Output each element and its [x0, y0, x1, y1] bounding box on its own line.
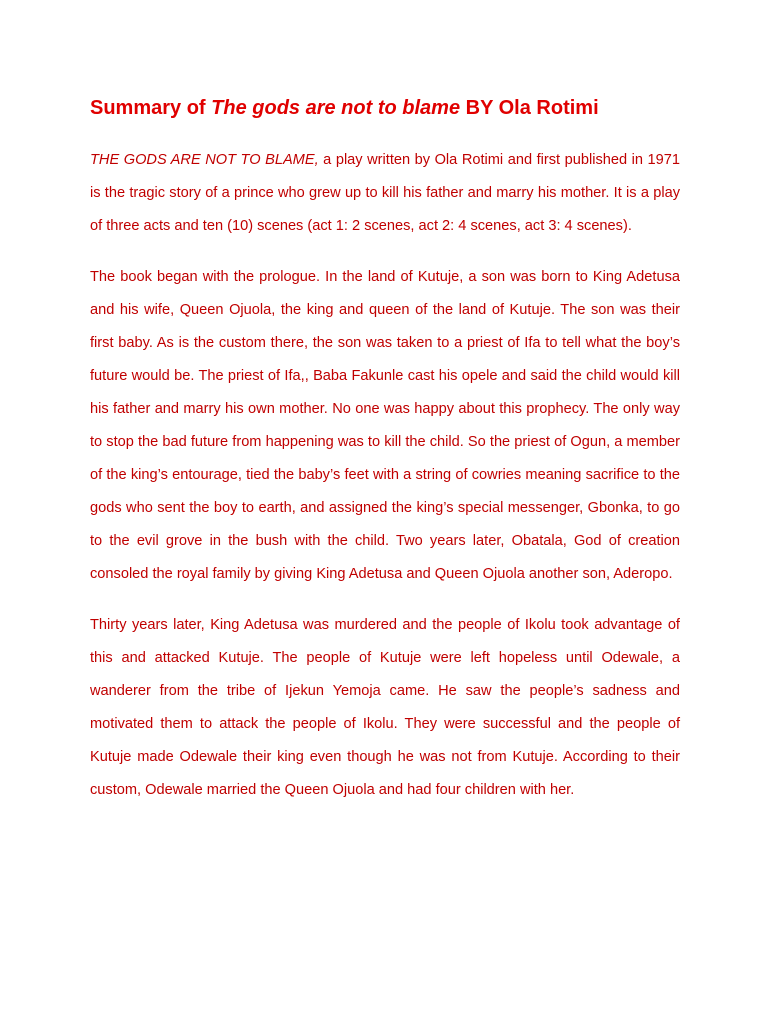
- paragraph-prologue-text: The book began with the prologue. In the land of Kutuje, a son was born to King Adetusa and his wife, Queen Ojuola, the king and queen of the land of Kutuje. The son was their first baby. As is the custom there, the son was taken to a priest of Ifa to tell what the boy’s future would be. The priest of Ifa,, Baba Fakunle cast his opele and said the child would kill his father and marry his own mother. No one was happy about this prophecy. The only way to stop the bad future from happening was to kill the child. So the priest of Ogun, a member of the king’s entourage, tied the baby’s feet with a string of cowries meaning sacrifice to the gods who sent the boy to earth, and assigned the king’s special messenger, Gbonka, to go to the evil grove in the bush with the child. Two years later, Obatala, God of creation consoled the royal family by giving King Adetusa and Queen Ojuola another son, Aderopo.: [90, 269, 680, 582]
- title-prefix: Summary of: [90, 97, 212, 119]
- paragraph-prologue: [90, 261, 680, 591]
- title-author: BY Ola Rotimi: [460, 97, 599, 119]
- paragraph-intro: [90, 144, 680, 243]
- title-play-name: The gods are not to blame: [211, 97, 461, 119]
- play-title-inline: THE GODS ARE NOT TO BLAME,: [90, 152, 319, 168]
- paragraph-thirty-years-later: [90, 609, 680, 807]
- paragraph-intro-text: a play written by Ola Rotimi and first published in 1971 is the tragic story of a prince who grew up to kill his father and marry his mother. It is a play of three acts and ten (10) scenes (act 1: 2 scenes, act 2: 4 scenes, act 3: 4 scenes).: [90, 152, 681, 234]
- document-title: [90, 94, 680, 122]
- paragraph-thirty-years-later-text: Thirty years later, King Adetusa was murdered and the people of Ikolu took advantage of this and attacked Kutuje. The people of Kutuje were left hopeless until Odewale, a wanderer from the tribe of Ijekun Yemoja came. He saw the people’s sadness and motivated them to attack the people of Ikolu. They were successful and the people of Kutuje made Odewale their king even though he was not from Kutuje. According to their custom, Odewale married the Queen Ojuola and had four children with her.: [90, 617, 680, 798]
